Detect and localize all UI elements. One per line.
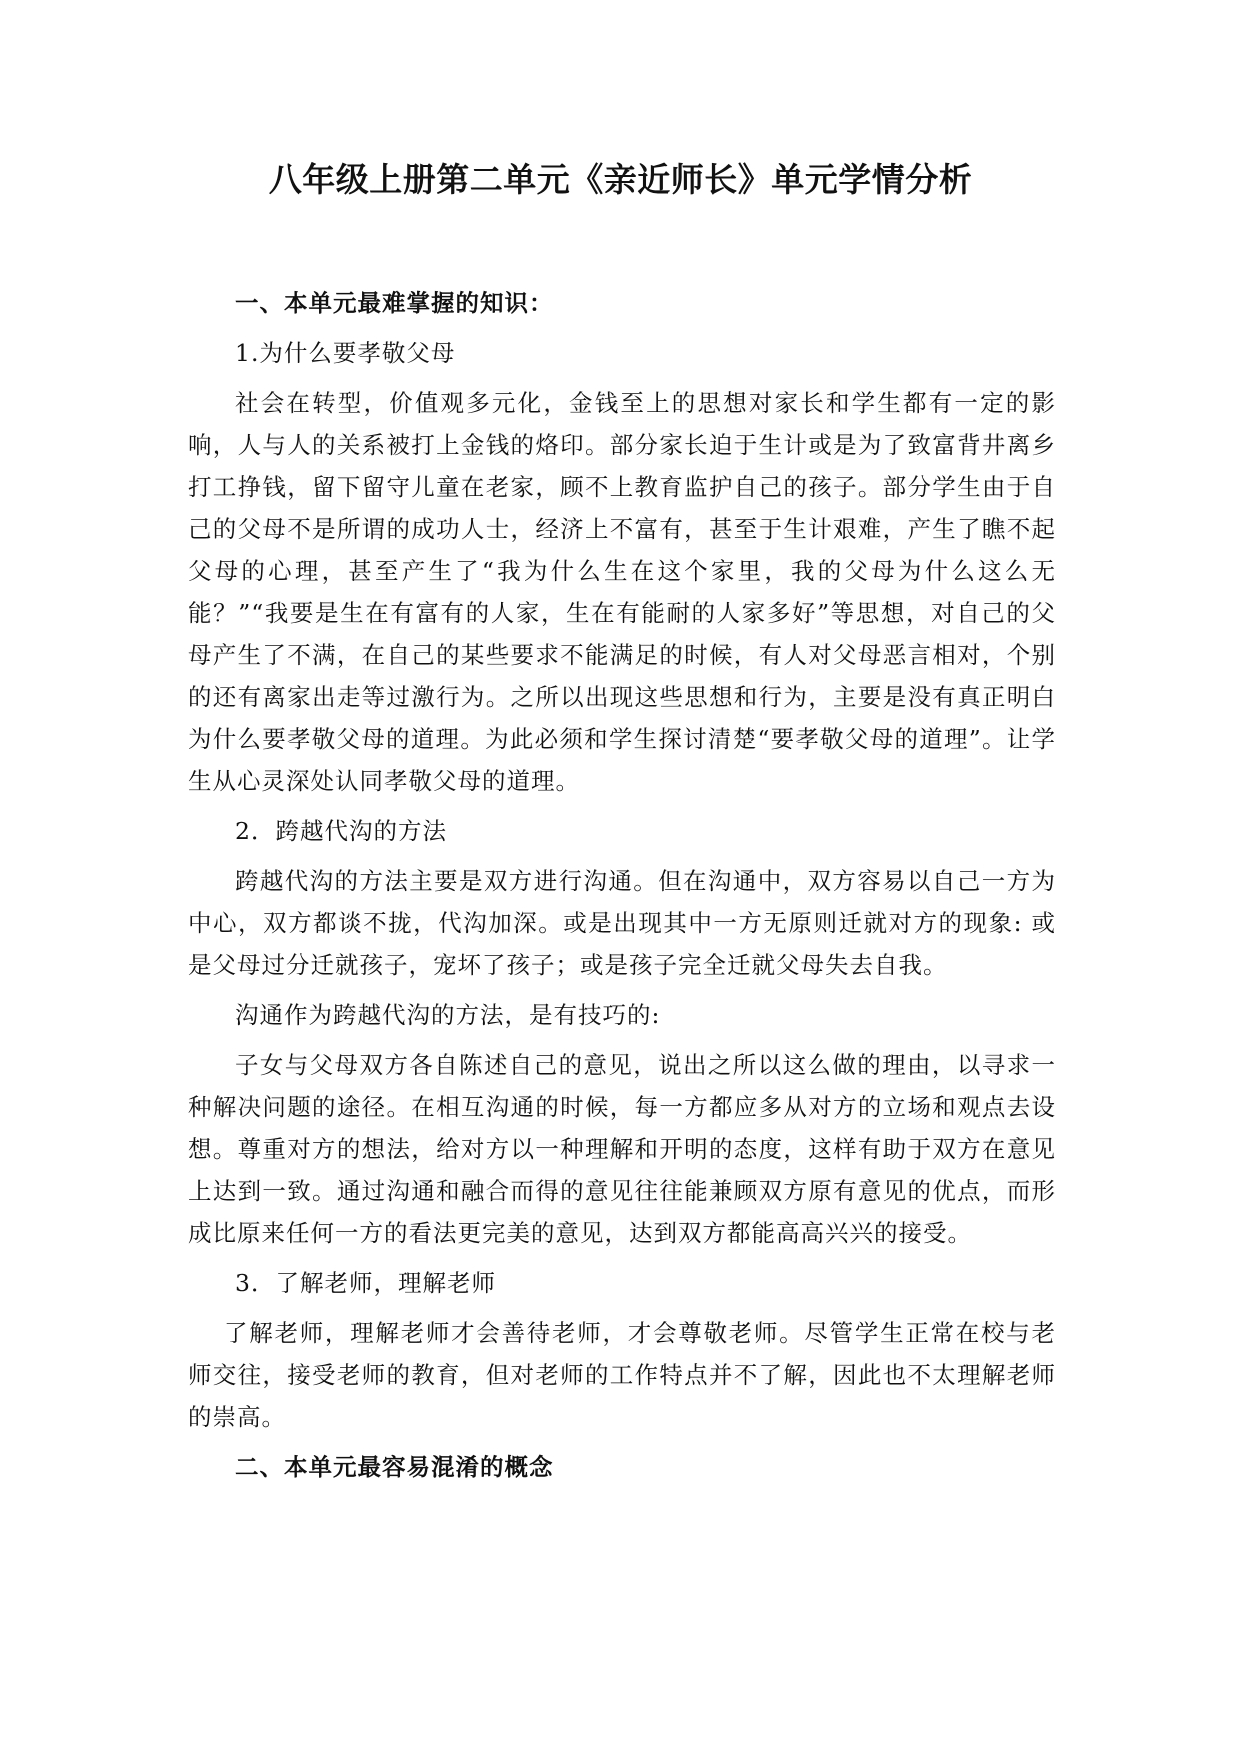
subheading-2: 2．跨越代沟的方法	[235, 817, 447, 845]
section-heading-1: 一、本单元最难掌握的知识：	[235, 289, 554, 317]
paragraph-generation-gap: 跨越代沟的方法主要是双方进行沟通。但在沟通中，双方容易以自己一方为中心，双方都谈不拢，代沟加深。或是出现其中一方无原则迁就对方的现象: 或是父母过分迁就孩子，宠坏了孩子；或是孩子完全迁就父母失去自我。	[188, 867, 1056, 979]
document-title: 八年级上册第二单元《亲近师长》单元学情分析	[268, 160, 973, 199]
paragraph-understand-teachers: 了解老师，理解老师才会善待老师，才会尊敬老师。尽管学生正常在校与老师交往，接受老师的教育，但对老师的工作特点并不了解，因此也不太理解老师的崇高。	[188, 1319, 1056, 1431]
paragraph-communication-detail: 子女与父母双方各自陈述自己的意见，说出之所以这么做的理由，以寻求一种解决问题的途径。在相互沟通的时候，每一方都应多从对方的立场和观点去设想。尊重对方的想法，给对方以一种理解和开明的态度，这样有助于双方在意见上达到一致。通过沟通和融合而得的意见往往能兼顾双方原有意见的优点，而形成比原来任何一方的看法更完美的意见，达到双方都能高高兴兴的接受。	[188, 1051, 1056, 1247]
section-heading-2: 二、本单元最容易混淆的概念	[235, 1453, 554, 1481]
paragraph-communication-skill: 沟通作为跨越代沟的方法，是有技巧的:	[235, 1001, 661, 1029]
document-body	[188, 282, 1056, 1496]
paragraph-filial-piety: 社会在转型，价值观多元化，金钱至上的思想对家长和学生都有一定的影响，人与人的关系被打上金钱的烙印。部分家长迫于生计或是为了致富背井离乡打工挣钱，留下留守儿童在老家，顾不上教育监护自己的孩子。部分学生由于自己的父母不是所谓的成功人士，经济上不富有，甚至于生计艰难，产生了瞧不起父母的心理，甚至产生了“我为什么生在这个家里，我的父母为什么这么无能？”“我要是生在有富有的人家，生在有能耐的人家多好”等思想，对自己的父母产生了不满，在自己的某些要求不能满足的时候，有人对父母恶言相对，个别的还有离家出走等过激行为。之所以出现这些思想和行为，主要是没有真正明白为什么要孝敬父母的道理。为此必须和学生探讨清楚“要孝敬父母的道理”。让学生从心灵深处认同孝敬父母的道理。	[188, 389, 1056, 795]
subheading-3: 3．了解老师，理解老师	[235, 1269, 496, 1297]
subheading-1: 1.为什么要孝敬父母	[235, 339, 456, 367]
